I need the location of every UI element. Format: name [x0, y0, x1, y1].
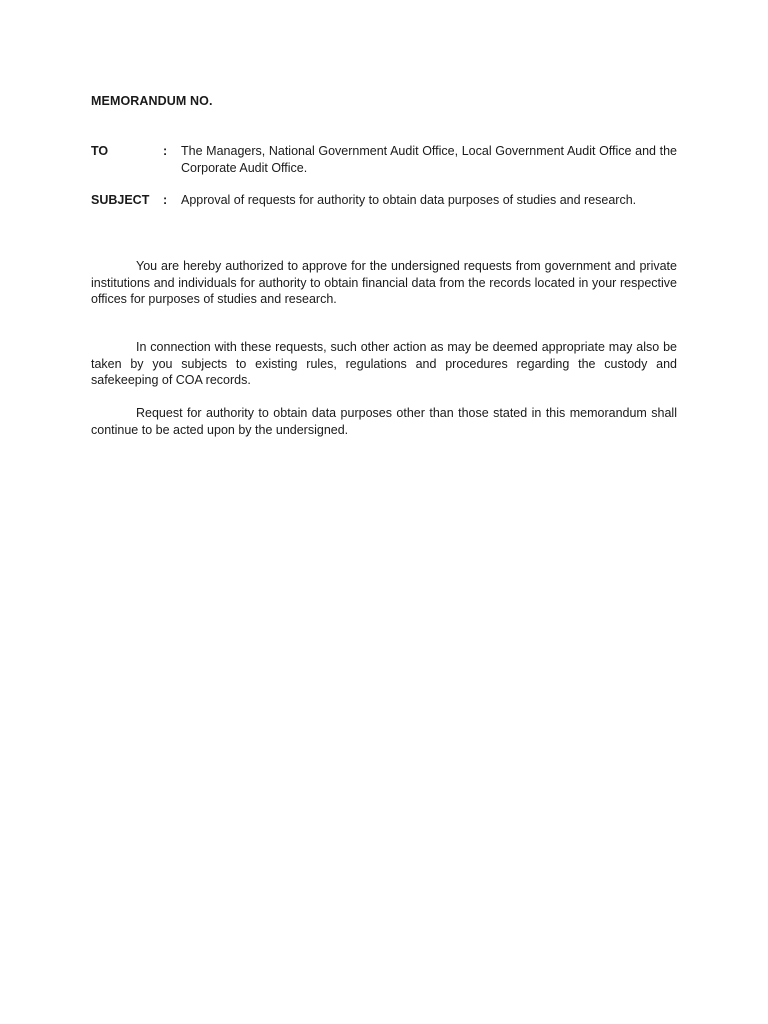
subject-label: SUBJECT — [91, 193, 150, 207]
to-value: The Managers, National Government Audit Office, Local Government Audit Office and the Corporate Audit Office. — [181, 144, 677, 175]
body-paragraph-1: You are hereby authorized to approve for the undersigned requests from government and private institutions and individuals for authority to obtain financial data from the records located in your respective offices for purposes of studies and research. — [91, 259, 677, 306]
subject-colon: : — [163, 193, 168, 207]
to-colon: : — [163, 144, 168, 158]
to-field — [91, 143, 677, 176]
body-paragraph-2: In connection with these requests, such other action as may be deemed appropriate may also be taken by you subjects to existing rules, regulations and procedures regarding the custody and safekeeping of COA records. — [91, 340, 677, 387]
to-label: TO — [91, 144, 109, 158]
memorandum-title: MEMORANDUM NO. — [91, 94, 213, 108]
subject-value: Approval of requests for authority to obtain data purposes of studies and research. — [181, 193, 637, 207]
subject-field — [91, 192, 677, 209]
body-paragraph-3: Request for authority to obtain data purposes other than those stated in this memorandum shall continue to be acted upon by the undersigned. — [91, 406, 677, 437]
